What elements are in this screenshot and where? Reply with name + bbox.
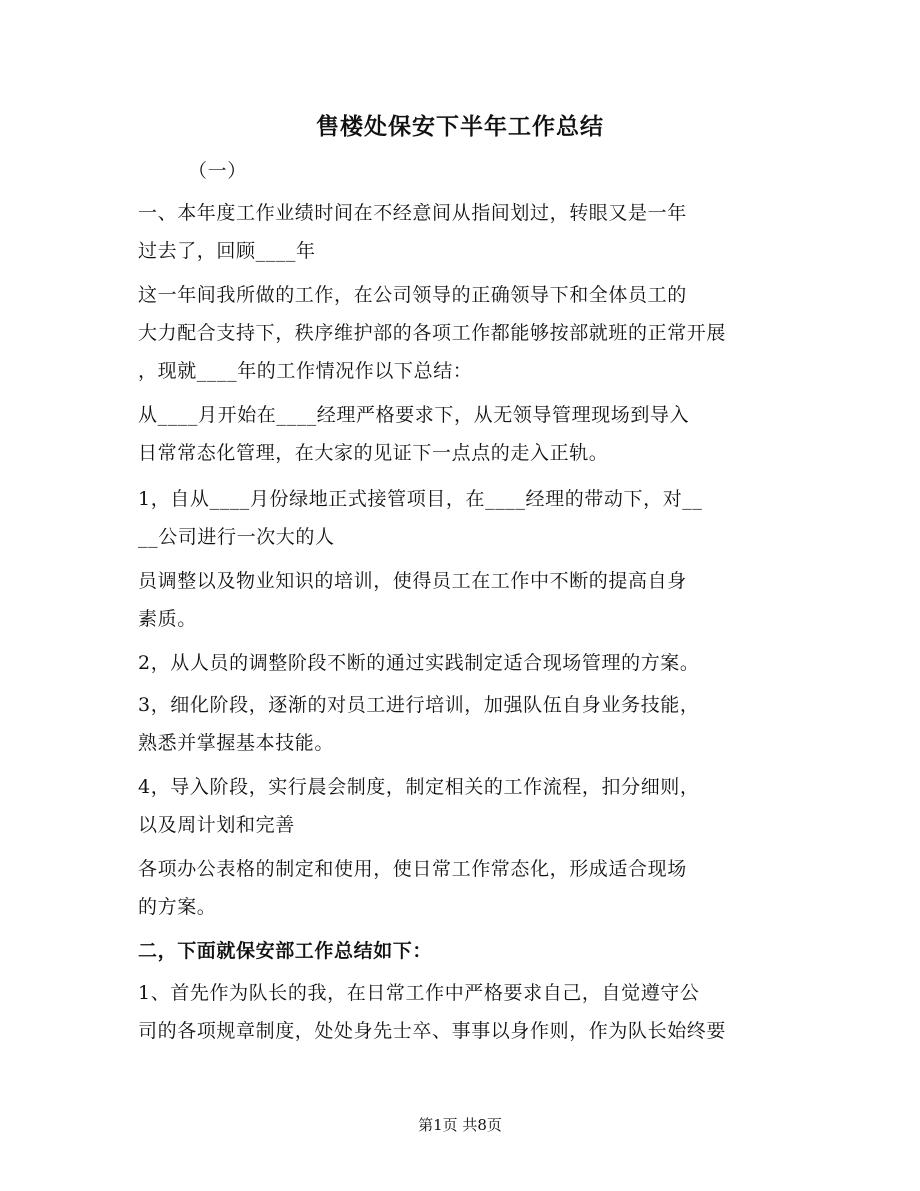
paragraph-2: 这一年间我所做的工作，在公司领导的正确领导下和全体员工的 大力配合支持下，秩序维护部的各项工作都能够按部就班的正常开展 ，现就____年的工作情况作以下总结： xyxy=(138,284,727,382)
document-title: 售楼处保安下半年工作总结 xyxy=(316,113,604,140)
paragraph-9: 各项办公表格的制定和使用，使日常工作常态化，形成适合现场 的方案。 xyxy=(138,858,687,918)
section-marker: （一） xyxy=(188,160,247,182)
page-indicator: 第1页 共8页 xyxy=(418,1116,502,1134)
section-two-paragraph: 1、首先作为队长的我，在日常工作中严格要求自己，自觉遵守公 司的各项规章制度，处处身先士卒、事事以身作则，作为队长始终要 xyxy=(138,982,727,1042)
paragraph-4: 1，自从____月份绿地正式接管项目，在____经理的带动下，对__ __公司进行一次大的人 xyxy=(138,488,703,548)
paragraph-1: 一、本年度工作业绩时间在不经意间从指间划过，转眼又是一年 过去了，回顾____年 xyxy=(138,202,687,262)
paragraph-6: 2，从人员的调整阶段不断的通过实践制定适合现场管理的方案。 xyxy=(138,652,700,674)
paragraph-8: 4，导入阶段，实行晨会制度，制定相关的工作流程，扣分细则， 以及周计划和完善 xyxy=(138,776,700,836)
paragraph-7: 3，细化阶段，逐渐的对员工进行培训，加强队伍自身业务技能， 熟悉并掌握基本技能。 xyxy=(138,694,700,754)
paragraph-3: 从____月开始在____经理严格要求下，从无领导管理现场到导入 日常常态化管理，在大家的见证下一点点的走入正轨。 xyxy=(138,404,690,464)
paragraph-5: 员调整以及物业知识的培训，使得员工在工作中不断的提高自身 素质。 xyxy=(138,570,687,630)
section-two-heading: 二，下面就保安部工作总结如下： xyxy=(138,940,433,962)
